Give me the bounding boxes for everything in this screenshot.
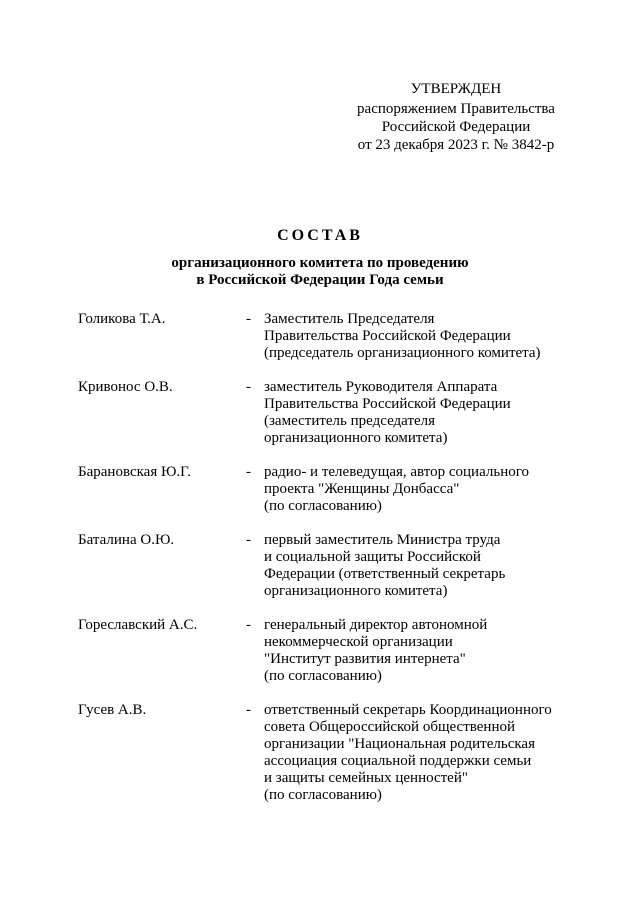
- member-description-line: некоммерческой организации: [264, 634, 453, 650]
- member-description-line: проекта "Женщины Донбасса": [264, 481, 460, 497]
- member-description-line: и защиты семейных ценностей": [264, 770, 468, 786]
- member-description-line: и социальной защиты Российской: [264, 549, 481, 565]
- member-description-line: организационного комитета): [264, 430, 448, 446]
- member-description: [264, 379, 584, 447]
- member-description-line: (заместитель председателя: [264, 413, 436, 429]
- member-description-line: организации "Национальная родительская: [264, 736, 535, 752]
- document-subtitle-line: в Российской Федерации Года семьи: [196, 272, 444, 288]
- member-dash: -: [246, 379, 251, 395]
- member-entry: [0, 379, 640, 447]
- member-entry: [0, 702, 640, 804]
- member-description: [264, 617, 584, 685]
- member-dash: -: [246, 311, 251, 327]
- member-description-line: "Институт развития интернета": [264, 651, 466, 667]
- member-description-line: (по согласованию): [264, 498, 382, 514]
- member-description-line: Заместитель Председателя: [264, 311, 435, 327]
- member-name: Гореславский А.С.: [78, 617, 198, 633]
- member-dash: -: [246, 464, 251, 480]
- member-dash: -: [246, 532, 251, 548]
- member-description-line: организационного комитета): [264, 583, 448, 599]
- member-description-line: Правительства Российской Федерации: [264, 396, 511, 412]
- member-description-line: генеральный директор автономной: [264, 617, 488, 633]
- member-description: [264, 464, 584, 515]
- approval-line: Российской Федерации: [381, 119, 531, 135]
- member-name: Голикова Т.А.: [78, 311, 166, 327]
- member-description-line: первый заместитель Министра труда: [264, 532, 501, 548]
- member-entry: [0, 311, 640, 362]
- member-name: Барановская Ю.Г.: [78, 464, 191, 480]
- member-description-line: заместитель Руководителя Аппарата: [264, 379, 498, 395]
- member-description-line: Правительства Российской Федерации: [264, 328, 511, 344]
- document-subtitle-line: организационного комитета по проведению: [171, 255, 469, 271]
- member-name: Баталина О.Ю.: [78, 532, 175, 548]
- approval-heading: УТВЕРЖДЕН: [410, 81, 502, 97]
- member-description-line: ассоциация социальной поддержки семьи: [264, 753, 532, 769]
- member-entry: [0, 464, 640, 515]
- member-dash: -: [246, 702, 251, 718]
- member-description-line: Федерации (ответственный секретарь: [264, 566, 506, 582]
- member-description-line: радио- и телеведущая, автор социального: [264, 464, 529, 480]
- member-dash: -: [246, 617, 251, 633]
- member-description-line: (председатель организационного комитета): [264, 345, 541, 361]
- member-description-line: ответственный секретарь Координационного: [264, 702, 552, 718]
- member-description-line: (по согласованию): [264, 668, 382, 684]
- member-description-line: (по согласованию): [264, 787, 382, 803]
- document-title: СОСТАВ: [277, 227, 363, 244]
- approval-line: распоряжением Правительства: [357, 101, 555, 117]
- approval-date-line: от 23 декабря 2023 г. № 3842-р: [357, 137, 555, 153]
- approval-stamp: [330, 80, 582, 154]
- member-entry: [0, 532, 640, 600]
- committee-member-list: [0, 311, 640, 821]
- member-description: [264, 702, 584, 804]
- member-description: [264, 532, 584, 600]
- member-name: Гусев А.В.: [78, 702, 147, 718]
- member-name: Кривонос О.В.: [78, 379, 173, 395]
- member-description: [264, 311, 584, 362]
- member-description-line: совета Общероссийской общественной: [264, 719, 515, 735]
- document-title-block: [0, 226, 640, 289]
- member-entry: [0, 617, 640, 685]
